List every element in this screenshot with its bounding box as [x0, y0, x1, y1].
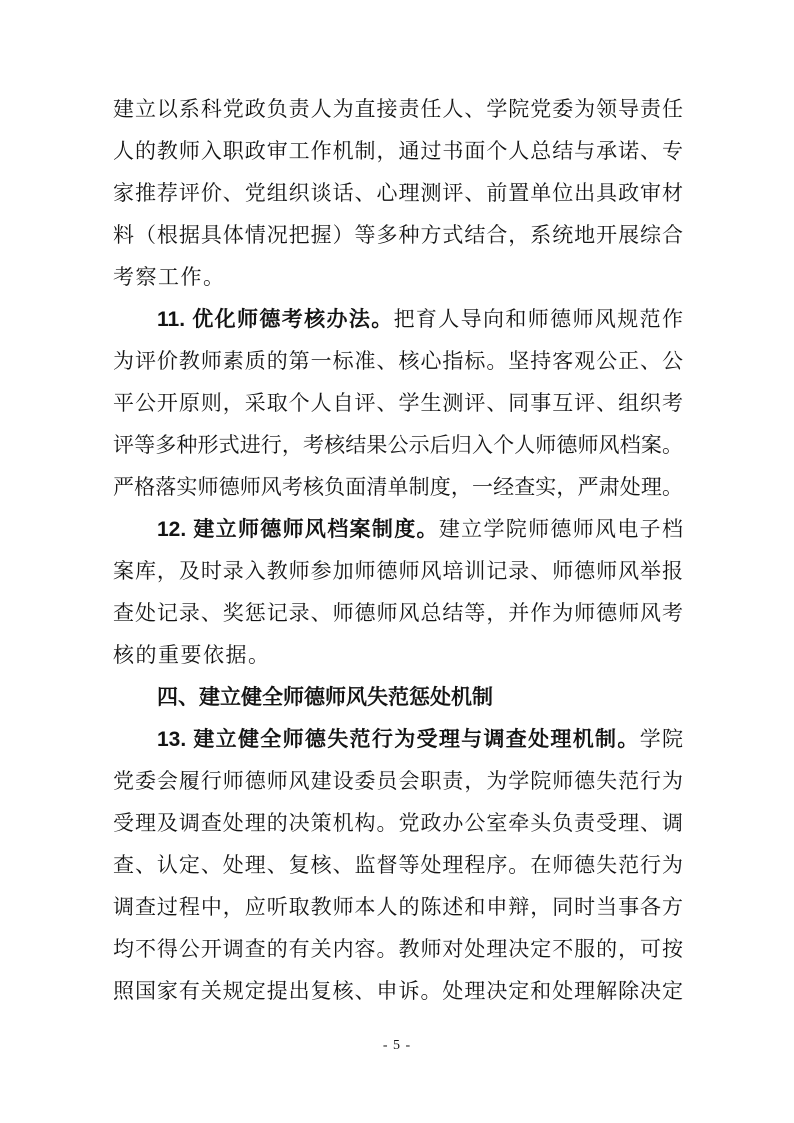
text-segment: 查处记录、奖惩记录、师德师风总结等，并作为师德师风考 — [113, 601, 683, 625]
text-line — [113, 634, 683, 676]
text-segment: 受理及调查处理的决策机构。党政办公室牵头负责受理、调 — [113, 811, 683, 835]
text-line — [113, 760, 683, 802]
text-line — [113, 970, 683, 1012]
text-line — [113, 550, 683, 592]
text-segment: 建立学院师德师风电子档 — [438, 517, 683, 541]
text-segment: 照国家有关规定提出复核、申诉。处理决定和处理解除决定 — [113, 979, 683, 1003]
text-segment: 为评价教师素质的第一标准、核心指标。坚持客观公正、公 — [113, 349, 683, 373]
bold-text-segment: 13. 建立健全师德失范行为受理与调查处理机制。 — [157, 728, 640, 751]
text-line — [113, 718, 683, 760]
text-line — [113, 256, 683, 298]
bold-text-segment: 四、建立健全师德师风失范惩处机制 — [157, 686, 493, 709]
text-segment: 人的教师入职政审工作机制，通过书面个人总结与承诺、专 — [113, 139, 683, 163]
text-line — [113, 676, 683, 718]
bold-text-segment: 12. 建立师德师风档案制度。 — [157, 518, 439, 541]
text-segment: 案库，及时录入教师参加师德师风培训记录、师德师风举报 — [113, 559, 683, 583]
document-body — [113, 88, 683, 1012]
text-line — [113, 214, 683, 256]
text-line — [113, 88, 683, 130]
bold-text-segment: 11. 优化师德考核办法。 — [157, 308, 394, 331]
text-line — [113, 802, 683, 844]
text-line — [113, 172, 683, 214]
text-line — [113, 424, 683, 466]
text-segment: 建立以系科党政负责人为直接责任人、学院党委为领导责任 — [113, 97, 683, 121]
text-segment: 评等多种形式进行，考核结果公示后归入个人师德师风档案。 — [113, 433, 683, 457]
text-segment: 均不得公开调查的有关内容。教师对处理决定不服的，可按 — [113, 937, 683, 961]
text-line — [113, 592, 683, 634]
page-number: - 5 - — [382, 1038, 412, 1053]
text-segment: 把育人导向和师德师风规范作 — [393, 307, 683, 331]
text-segment: 考察工作。 — [113, 265, 226, 289]
text-segment: 平公开原则，采取个人自评、学生测评、同事互评、组织考 — [113, 391, 683, 415]
text-segment: 家推荐评价、党组织谈话、心理测评、前置单位出具政审材 — [113, 181, 683, 205]
text-line — [113, 298, 683, 340]
text-segment: 查、认定、处理、复核、监督等处理程序。在师德失范行为 — [113, 853, 683, 877]
text-line — [113, 130, 683, 172]
text-segment: 调查过程中，应听取教师本人的陈述和申辩，同时当事各方 — [113, 895, 683, 919]
text-segment: 党委会履行师德师风建设委员会职责，为学院师德失范行为 — [113, 769, 683, 793]
text-line — [113, 382, 683, 424]
text-segment: 料（根据具体情况把握）等多种方式结合，系统地开展综合 — [113, 223, 683, 247]
text-segment: 严格落实师德师风考核负面清单制度，一经查实，严肃处理。 — [113, 475, 683, 499]
text-line — [113, 466, 683, 508]
text-line — [113, 928, 683, 970]
text-line — [113, 844, 683, 886]
text-line — [113, 886, 683, 928]
text-segment: 学院 — [639, 727, 683, 751]
text-line — [113, 340, 683, 382]
text-line — [113, 508, 683, 550]
text-segment: 核的重要依据。 — [113, 643, 271, 667]
